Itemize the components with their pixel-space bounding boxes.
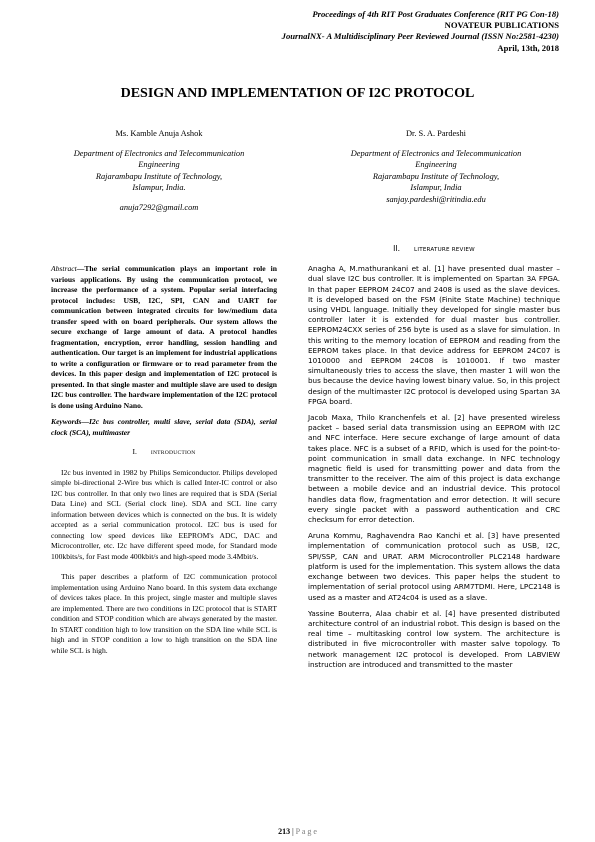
author-department-cont: Engineering	[138, 160, 180, 170]
section-number: II.	[393, 244, 401, 253]
review-paragraph-1: Anagha A, M.mathurankani et al. [1] have presented dual master – dual slave I2C bus controller. It is implemented on Spartan 3A FPGA. In that paper EEPROM 24C07 and 2408 is used as the slave devices. It is developed based on the FSM (Finite State Machine) technique using VHDL language. Initially they developed for single master bus controller later it is extended for dual master bus controller. EEPROM24CXX series of 256 byte is used as a slave for simulation. In this writing to the memory location of EEPROM and reading from the EEPROM takes place. In that device address for EEPROM 24C07 is 1010000 and EEPROM 24C08 is 1010001. If two master simultaneously tries to access the slave, then master 1 will won the bus because the device having lowest binary value. So, in this project design of the multimaster I2C protocol is developed using Spartan 3A FPGA board.	[308, 264, 560, 406]
intro-paragraph-2: This paper describes a platform of I2C communication protocol implementation using Arduino Nano board. In this system data exchange of devices takes place. In this project, single master and multiple slaves are implemented. There are two conditions in I2C protocol that is START condition and STOP condition which are always generated by the master. In START condition high to low transition on the SDA line while SCL is high and in STOP condition a low to high transition on the SDA line while SCL is high.	[51, 572, 277, 655]
right-column	[308, 244, 560, 676]
keywords: Keywords—I2c bus controller, multi slave, serial data (SDA), serial clock (SCA), multimaster	[51, 417, 277, 437]
running-header	[199, 9, 559, 54]
author-email: anuja7292@gmail.com	[119, 202, 199, 212]
page-footer	[0, 827, 595, 836]
page-label: P a g e	[295, 827, 317, 836]
author-name: Dr. S. A. Pardeshi	[405, 129, 467, 138]
abstract-label: Abstract	[51, 264, 77, 273]
review-paragraph-4: Yassine Bouterra, Alaa chabir et al. [4] have presented distributed architecture control of an industrial robot. This design is based on the real time – multitasking control low system. The architecture is distributed in five microcontroller with master salve topology. To network management I2C protocol is developed. From LABVIEW instruction are introduced and transmitted to the master	[308, 608, 560, 669]
header-journal: JournalNX- A Multidisciplinary Peer Reviewed Journal (ISSN No:2581-4230)	[281, 31, 559, 42]
header-date: April, 13th, 2018	[497, 42, 559, 53]
author-institute: Rajarambapu Institute of Technology,	[372, 171, 500, 181]
review-paragraph-3: Aruna Kommu, Raghavendra Rao Kanchi et al. [3] have presented implementation of communication protocol such as USB, I2C, SPI/SSP, CAN and URAT. ARM Microcontroller PLC2148 hardware platform is used for the implementation. This system allows the data exchange between two devices. This paper helps the student to implementation of serial protocol using ARM7TDMI. Here, LPC2148 is used as a master and AT24c04 is used as a slave.	[308, 531, 560, 602]
author-name: Ms. Kamble Anuja Ashok	[115, 129, 203, 138]
author-department: Department of Electronics and Telecommunication	[73, 148, 245, 158]
section-heading-introduction	[51, 447, 277, 459]
abstract	[51, 264, 277, 411]
header-publisher: NOVATEUR PUBLICATIONS	[444, 20, 559, 31]
author-block-1	[40, 128, 278, 214]
abstract-text: —The serial communication plays an important role in various applications. By using the communication protocol, we increase the performance of a system. Popular serial interfacing protocol includes: USB, I2C, SPI, CAN and UART for communication between integrated circuits for low/medium data transfer speed with on board peripherals. Our system allows the secure exchange of large amount of data. A protocol handles fragmentation, encryption, error handling, session handling and authentication. Our target is an implement for industrial applications to write a configuration or firmware or to read parameter from the devices. In this paper design and implementation of I2C protocol is presented. In that single master and multiple slave are used to design I2C bus controller. The hardware implementation of the I2C protocol is done using Arduino Nano.	[51, 264, 277, 410]
author-block-2	[312, 128, 560, 206]
page-number: 213	[278, 827, 291, 836]
review-paragraph-2: Jacob Maxa, Thilo Kranchenfels et al. [2] have presented wireless packet – based serial data transmission using an EEPROM with I2C and NFC interface. Here secure exchange of large amount of data takes place. NFC is a subset of a RFID, which is used for the point-to-point communication in small data exchange. In NFC technology magnetic field is used for transmitting power and data from the transmitter to the receiver. The aim of this project is data exchange between a mobile device and an industrial device. This protocol handles data flow, fragmentation and error detection. It will secure every single packet with a password authentication and CRC checksum for error detection.	[308, 413, 560, 525]
header-proceedings: Proceedings of 4th RIT Post Graduates Conference (RIT PG Con-18)	[312, 9, 559, 19]
paper-title: DESIGN AND IMPLEMENTATION OF I2C PROTOCOL	[120, 86, 475, 101]
author-location: Islampur, India	[410, 183, 462, 193]
intro-paragraph-1: I2c bus invented in 1982 by Philips Semiconductor. Philips developed simple bi-directional 2-Wire bus which is called Inter-IC control or also I2C bus controller. In that only two lines are required that is SDA (Serial Data Line) and SCL (Serial clock line). SDA and SCL line carry information between devices which is connected on the bus. It is widely accepted as a serial communication protocol. I2C bus is used for connecting low speed devices like EEPROM's ADC, DAC and Microcontroller, etc. I2c have different speed mode, for Standard mode 100kbits/s, for Fast mode 400kbit/s and high-speed mode 3.4Mbit/s.	[51, 467, 277, 561]
section-title: LITERATURE REVIEW	[414, 247, 475, 253]
left-column	[51, 264, 277, 662]
author-department: Department of Electronics and Telecommunication	[350, 148, 522, 158]
section-title: INTRODUCTION	[150, 450, 196, 456]
section-number: I.	[132, 447, 137, 456]
section-heading-literature-review	[308, 244, 560, 255]
author-institute: Rajarambapu Institute of Technology,	[95, 171, 223, 181]
author-department-cont: Engineering	[415, 160, 457, 170]
author-email: sanjay.pardeshi@ritindia.edu	[386, 194, 486, 204]
author-location: Islampur, India.	[132, 183, 186, 193]
page-separator: |	[292, 827, 294, 836]
